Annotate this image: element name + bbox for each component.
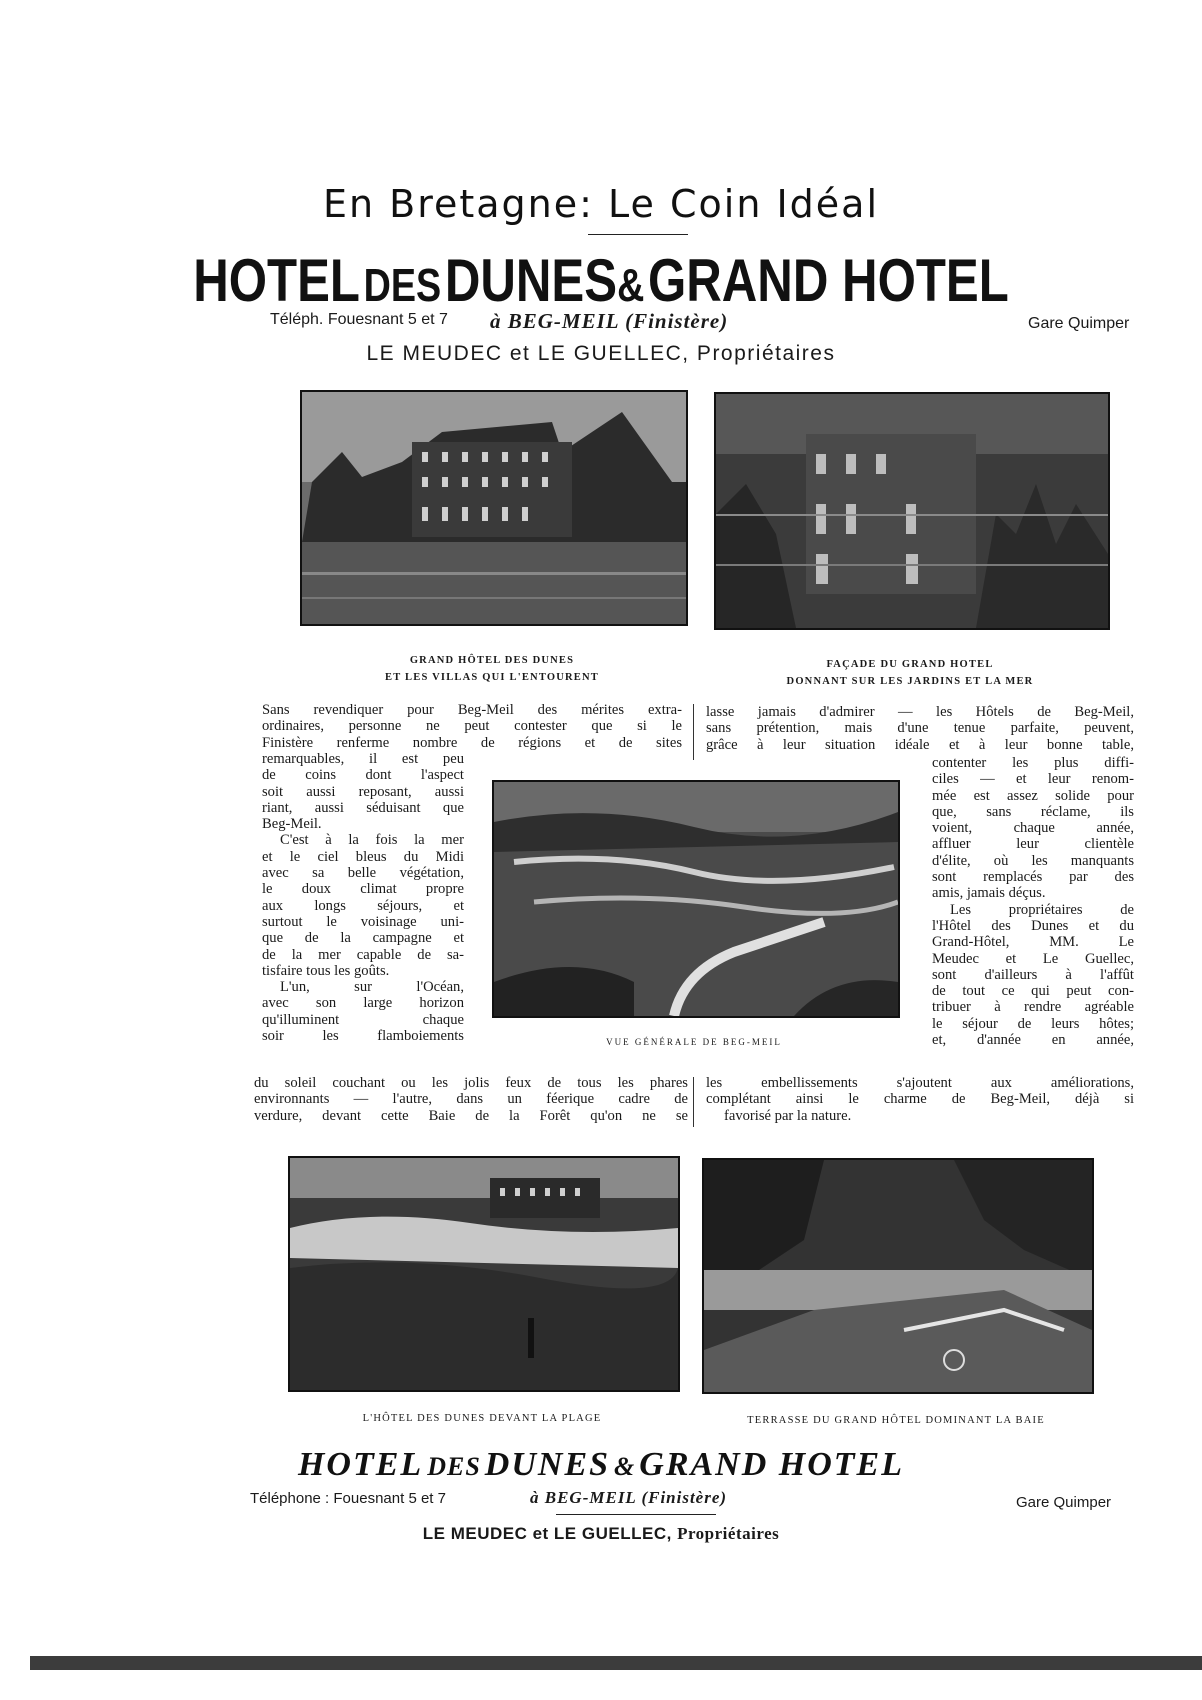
caption-middle: VUE GÉNÉRALE DE BEG-MEIL bbox=[606, 1037, 782, 1047]
title-amp: & bbox=[617, 259, 645, 311]
article-right-bottom bbox=[706, 1075, 1134, 1124]
caption-top-left-line1: GRAND HÔTEL DES DUNES bbox=[409, 655, 575, 666]
photo-hotel-des-dunes-plage bbox=[288, 1156, 680, 1392]
text-line: Les propriétaires de bbox=[950, 901, 1134, 918]
text-line: affluer leur clientèle bbox=[932, 836, 1134, 853]
photo-facade-grand-hotel bbox=[714, 392, 1110, 630]
text-line: Grand-Hôtel, MM. Le bbox=[932, 934, 1134, 951]
title-grand-hotel: GRAND HOTEL bbox=[647, 247, 1009, 314]
text-line: amis, jamais déçus. bbox=[932, 885, 1046, 902]
text-line: contenter les plus diffi- bbox=[932, 755, 1134, 771]
text-line: environnants — l'autre, dans un féerique cadre de bbox=[254, 1091, 688, 1108]
text-line: de la mer capable de sa- bbox=[262, 946, 464, 963]
text-line: soit aussi reposant, aussi bbox=[262, 783, 464, 800]
text-line: C'est à la fois la mer bbox=[280, 832, 464, 849]
text-line: les embellissements s'ajoutent aux améliorations, bbox=[706, 1075, 1134, 1091]
text-line: sont d'ailleurs à l'affût bbox=[932, 966, 1134, 983]
footer-title-des: DES bbox=[427, 1452, 481, 1481]
title-dunes: DUNES bbox=[444, 247, 618, 314]
text-line: mée est assez solide pour bbox=[932, 787, 1134, 804]
text-line: du soleil couchant ou les jolis feux de tous les phares bbox=[254, 1075, 688, 1091]
text-line: Sans revendiquer pour Beg-Meil des mérites extra- bbox=[262, 702, 682, 718]
text-line: Meudec et Le Guellec, bbox=[932, 950, 1134, 967]
caption-top-left-line2: ET LES VILLAS QUI L'ENTOURENT bbox=[385, 672, 599, 683]
text-line: voient, chaque année, bbox=[932, 820, 1134, 837]
photo-vue-generale bbox=[492, 780, 900, 1018]
footer-owners-label: Propriétaires bbox=[677, 1524, 780, 1543]
article-right-narrow bbox=[932, 755, 1134, 1048]
text-line: et le ciel bleus du Midi bbox=[262, 848, 464, 865]
caption-top-right-line2: DONNANT SUR LES JARDINS ET LA MER bbox=[786, 676, 1034, 687]
text-line: tisfaire tous les goûts. bbox=[262, 962, 390, 979]
text-line: Beg-Meil. bbox=[262, 816, 322, 833]
text-line: L'un, sur l'Océan, bbox=[280, 979, 464, 996]
hotel-title bbox=[108, 246, 1094, 315]
scan-edge-bar bbox=[30, 1656, 1202, 1670]
footer-owners-names: LE MEUDEC et LE GUELLEC, bbox=[422, 1524, 672, 1543]
footer-divider-rule bbox=[556, 1514, 716, 1515]
article-left-narrow bbox=[262, 751, 464, 1044]
text-line: grâce à leur situation idéale et à leur bonne table, bbox=[706, 736, 1134, 753]
photo-grand-hotel-villas bbox=[300, 390, 688, 626]
text-line: et, d'année en année, bbox=[932, 1032, 1134, 1049]
text-line: ordinaires, personne ne peut contester que si le bbox=[262, 718, 682, 735]
text-line: favorisé par la nature. bbox=[724, 1107, 852, 1124]
text-line: riant, aussi séduisant que bbox=[262, 799, 464, 816]
text-line: d'élite, où les manquants bbox=[932, 852, 1134, 869]
text-line: le séjour de leurs hôtes; bbox=[932, 1015, 1134, 1032]
photo-terrasse-grand-hotel bbox=[702, 1158, 1094, 1394]
text-line: Finistère renferme nombre de régions et de sites bbox=[262, 734, 682, 751]
text-line: sont remplacés par des bbox=[932, 869, 1134, 886]
footer-phone: Téléphone : Fouesnant 5 et 7 bbox=[250, 1490, 446, 1507]
article-right-intro bbox=[706, 704, 1134, 753]
text-line: lasse jamais d'admirer — les Hôtels de Beg-Meil, bbox=[706, 704, 1134, 720]
text-line: de coins dont l'aspect bbox=[262, 767, 464, 784]
text-line: surtout le voisinage uni- bbox=[262, 913, 464, 930]
caption-top-right bbox=[714, 656, 1106, 690]
footer-title-grand-hotel: GRAND HOTEL bbox=[639, 1446, 904, 1483]
text-line: aux longs séjours, et bbox=[262, 897, 464, 914]
text-line: que de la campagne et bbox=[262, 930, 464, 947]
column-divider-bottom bbox=[693, 1077, 694, 1127]
footer-hotel-title bbox=[0, 1446, 1202, 1484]
text-line: remarquables, il est peu bbox=[262, 751, 464, 767]
text-line: tribuer à rendre agréable bbox=[932, 999, 1134, 1016]
text-line: soir les flamboiements bbox=[262, 1028, 464, 1045]
column-divider-top bbox=[693, 704, 694, 760]
footer-title-hotel: HOTEL bbox=[297, 1446, 424, 1483]
caption-bottom-left: L'HÔTEL DES DUNES DEVANT LA PLAGE bbox=[362, 1413, 602, 1424]
article-left-bottom bbox=[254, 1075, 688, 1124]
footer-title-dunes: DUNES bbox=[484, 1446, 611, 1483]
text-line: ciles — et leur renom- bbox=[932, 771, 1134, 788]
phone-info: Téléph. Fouesnant 5 et 7 bbox=[270, 311, 448, 328]
text-line: le doux climat propre bbox=[262, 881, 464, 898]
title-des: DES bbox=[363, 259, 442, 311]
article-left-intro bbox=[262, 702, 682, 751]
text-line: avec sa belle végétation, bbox=[262, 865, 464, 882]
text-line: avec son large horizon bbox=[262, 995, 464, 1012]
text-line: qu'illuminent chaque bbox=[262, 1011, 464, 1028]
footer-location: à BEG-MEIL (Finistère) bbox=[530, 1488, 728, 1507]
station: Gare Quimper bbox=[1028, 315, 1130, 332]
caption-bottom-right: TERRASSE DU GRAND HÔTEL DOMINANT LA BAIE bbox=[747, 1415, 1045, 1426]
title-hotel: HOTEL bbox=[193, 247, 360, 314]
tagline: En Bretagne: Le Coin Idéal bbox=[322, 182, 880, 226]
text-line: complétant ainsi le charme de Beg-Meil, déjà si bbox=[706, 1091, 1134, 1108]
text-line: l'Hôtel des Dunes et du bbox=[932, 917, 1134, 934]
text-line: sans prétention, mais d'une tenue parfaite, peuvent, bbox=[706, 720, 1134, 737]
owners-line: LE MEUDEC et LE GUELLEC, Propriétaires bbox=[366, 342, 836, 365]
footer-owners bbox=[0, 1524, 1202, 1544]
location: à BEG-MEIL (Finistère) bbox=[490, 309, 729, 333]
caption-top-right-line1: FAÇADE DU GRAND HOTEL bbox=[826, 659, 994, 670]
text-line: verdure, devant cette Baie de la Forêt qu'on ne se bbox=[254, 1107, 688, 1124]
footer-title-amp: & bbox=[614, 1452, 636, 1481]
text-line: que, sans réclame, ils bbox=[932, 803, 1134, 820]
caption-top-left bbox=[300, 652, 684, 686]
divider-rule bbox=[588, 234, 688, 235]
footer-station: Gare Quimper bbox=[1016, 1494, 1112, 1511]
text-line: de tout ce qui peut con- bbox=[932, 983, 1134, 1000]
